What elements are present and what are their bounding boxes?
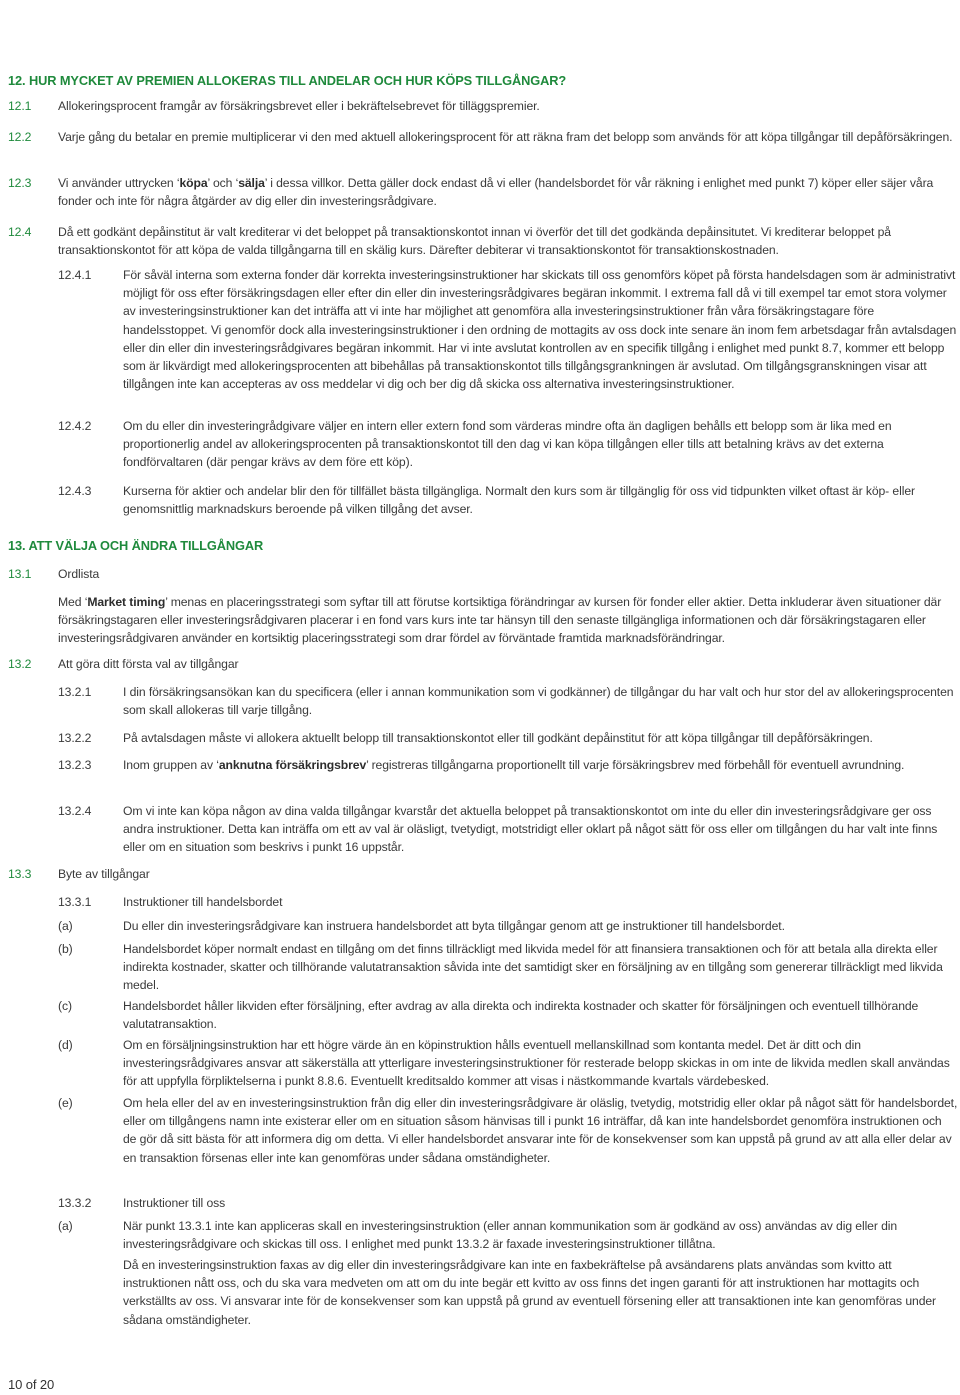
clause-text: På avtalsdagen måste vi allokera aktuellt belopp till transaktionskontot eller till godkänt depåinstitut för att köpa tillgångar till depåförsäkringen. xyxy=(123,731,873,745)
clause-number: 13.3.1 xyxy=(58,895,92,909)
item-letter: (a) xyxy=(58,1219,73,1233)
item-text: När punkt 13.3.1 inte kan appliceras skall en investeringsinstruktion (eller annan kommunikation som är godkänd av oss) användas av dig eller din investeringsrådgivare och skickas till oss. I enlighet med punkt 13.3.2 är faxade investeringsinstruktioner tillåtna. xyxy=(123,1219,898,1252)
clause-number: 13.2.1 xyxy=(58,685,92,699)
item-letter: (e) xyxy=(58,1096,73,1110)
clause-number: 12.4 xyxy=(8,225,32,239)
clause-number: 13.2 xyxy=(8,657,32,671)
item-text: Handelsbordet håller likviden efter försäljning, efter avdrag av alla direkta och indirekta kostnader och skatter för försäljningen och eventuell tillhörande valutatransaktion. xyxy=(123,999,919,1032)
item-text: Handelsbordet köper normalt endast en tillgång om det finns tillräckligt med likvida medel för att finansiera transaktionen och för att betala alla direkta eller indirekta kostnader, skatter och tillhörande valutatransaktion såvida inte det samtidigt sker en försäljning av en tillgång som genererar tillräckligt med likvida medel. xyxy=(123,942,943,993)
text-part: ’ menas en placeringsstrategi som syftar till att förutse kortsiktiga förändringar av kursen för fonder eller aktier. Detta inkluderar även situationer där försäkringstagaren eller investeringsrådgivaren placerar i en fond vars kurs inte tar hänsyn till den senaste tillgängliga informationen och där försäkringstagaren eller investeringsrådgivaren använder en kortsiktig placeringsstrategi som drar fördel av förväntade framtida marknadsförändringar. xyxy=(58,595,942,646)
clause-text: Allokeringsprocent framgår av försäkringsbrevet eller i bekräftelsebrevet för tilläggspremier. xyxy=(58,99,540,113)
text-part: ’ registreras tillgångarna proportionellt till varje försäkringsbrev med förbehåll för eventuell avrundning. xyxy=(366,758,905,772)
clause-number: 12.2 xyxy=(8,130,32,144)
clause-title: Att göra ditt första val av tillgångar xyxy=(58,657,239,671)
term-anknutna-forsakringsbrev: anknutna försäkringsbrev xyxy=(218,758,367,772)
item-text: Om hela eller del av en investeringsinstruktion från dig eller din investeringsrådgivare är oläslig, tvetydig, motstridig eller oklar på något sätt för handelsbordet, eller om tillgångens namn inte existerar eller om en situation såsom hänvisas till i punkt 16 inträffar, då kan inte handelsbordet genomföra instruktionen och de gör då sitt bästa för att informera dig om detta. Vi eller handelsbordet ansvarar inte för de konsekvenser som kan uppstå på grund av att alla eller delar av en transaktion försenas eller inte kan genomföras under sådana omständigheter. xyxy=(123,1096,958,1165)
clause-title: Byte av tillgångar xyxy=(58,867,150,881)
clause-number: 12.4.3 xyxy=(58,484,92,498)
clause-number: 13.3.2 xyxy=(58,1196,92,1210)
clause-text: För såväl interna som externa fonder där korrekta investeringsinstruktioner har skickats till oss genomförs köpet på första handelsdagen som är administrativt möjligt för oss efter försäkringsdagen eller efter din eller din investeringsrådgivares begäran inkommit. I extrema fall då vi till exempel tar emot stora volymer av investeringsinstruktioner kan det inträffa att vi inte har möjlighet att genomföra alla investeringsinstruktioner från våra försäkringstagare före handelsstoppet. Vi genomför dock alla investeringsinstruktioner i den ordning de mottagits av oss dock inte senare än inom fem arbetsdagar från avtalsdagen eller din eller din investeringsrådgivares begäran inkommit. Har vi inte avslutat kontrollen av en specifik tillgång i enlighet med punkt 8.7, kommer ett belopp som är likvärdigt med allokeringsprocenten att bibehållas på transaktionskontot tills tillgångsgrankningen är avslutad. Om tillgångsgranskningen visar att tillgången inte kan accepteras av oss meddelar vi dig och ber dig då skicka oss alternativa investeringsinstruktioner. xyxy=(123,268,957,392)
item-text: Du eller din investeringsrådgivare kan instruera handelsbordet att byta tillgångar genom att ge instruktioner till handelsbordet. xyxy=(123,919,785,933)
term-salja: sälja xyxy=(238,176,265,190)
clause-text: Om du eller din investeringrådgivare väljer en intern eller extern fond som värderas mindre ofta än dagligen behålls ett belopp som är lika med en proportionerlig andel av allokeringsprocenten på transaktionskontot till den dag vi kan köpa tillgången eller tills att betalning krävs av det externa fondförvaltaren (där pengar krävs av dem före ett köp). xyxy=(123,419,892,470)
section-12-heading: 12. HUR MYCKET AV PREMIEN ALLOKERAS TILL ANDELAR OCH HUR KÖPS TILLGÅNGAR? xyxy=(8,73,567,88)
item-text: Då en investeringsinstruktion faxas av dig eller din investeringsrådgivare kan inte en faxbekräftelse på avsändarens plats användas som kvitto att instruktionen nått oss, och du ska vara medveten om att om du inte begär ett kvitto av oss finns det ingen garanti för att instruktionen har mottagits och verkställts av oss. Vi ansvarar inte för de konsekvenser som kan uppstå på grund av eventuell försening eller att transaktionen inte kan genomföras under sådana omständigheter. xyxy=(123,1258,937,1327)
clause-number: 12.3 xyxy=(8,176,32,190)
clause-number: 13.3 xyxy=(8,867,32,881)
clause-text: Varje gång du betalar en premie multiplicerar vi den med aktuell allokeringsprocent för att räkna fram det belopp som används för att köpa tillgångar till depåförsäkringen. xyxy=(58,130,953,144)
item-letter: (a) xyxy=(58,919,73,933)
text-part: Inom gruppen av ‘ xyxy=(123,758,219,772)
clause-text xyxy=(58,174,958,210)
clause-number: 12.1 xyxy=(8,99,32,113)
definition-text xyxy=(58,593,958,648)
clause-number: 13.1 xyxy=(8,567,32,581)
clause-title: Instruktioner till handelsbordet xyxy=(123,895,283,909)
term-market-timing: Market timing xyxy=(87,595,166,609)
clause-text: Kurserna för aktier och andelar blir den för tillfället bästa tillgängliga. Normalt den kurs som är tillgänglig för oss vid tidpunkten vilket oftast är köp- eller genomsnittlig marknadskurs beroende på vilken tillgång det avser. xyxy=(123,484,915,517)
page-number: 10 of 20 xyxy=(8,1377,55,1392)
clause-text: I din försäkringsansökan kan du specificera (eller i annan kommunikation som vi godkänner) de tillgångar du har valt och hur stor del av allokeringsprocenten som skall allokeras till varje tillgång. xyxy=(123,685,954,718)
text-part: ’ och ‘ xyxy=(207,176,239,190)
clause-number: 13.2.3 xyxy=(58,758,92,772)
item-letter: (d) xyxy=(58,1038,73,1052)
clause-number: 13.2.2 xyxy=(58,731,92,745)
item-letter: (c) xyxy=(58,999,72,1013)
text-part: ’ i dessa villkor. Detta gäller dock endast då vi eller (handelsbordet för vår räkning i enlighet med punkt 7) köper eller säjer våra fonder och inte för några åtgärder av dig eller din investeringsrådgivare. xyxy=(58,176,934,209)
item-letter: (b) xyxy=(58,942,73,956)
item-text: Om en försäljningsinstruktion har ett högre värde än en köpinstruktion hålls eventuell mellanskillnad som kontanta medel. Det är ditt och din investeringsrådgivares ansvar att säkerställa att ytterligare investeringsinstruktioner för resterade belopp skickas in om inte de likvida medlen skall användas för att uppfylla förpliktelserna i punkt 8.8.6. Eventuellt kreditsaldo kommer att visas i nästkommande kvartals värdebesked. xyxy=(123,1038,950,1089)
clause-number: 12.4.1 xyxy=(58,268,92,282)
text-part: Med ‘ xyxy=(58,595,88,609)
text-part: Vi använder uttrycken ‘ xyxy=(58,176,180,190)
clause-number: 13.2.4 xyxy=(58,804,92,818)
clause-title: Ordlista xyxy=(58,567,100,581)
section-13-heading: 13. ATT VÄLJA OCH ÄNDRA TILLGÅNGAR xyxy=(8,538,264,553)
clause-text xyxy=(123,756,958,774)
term-kopa: köpa xyxy=(179,176,208,190)
clause-text: Om vi inte kan köpa någon av dina valda tillgångar kvarstår det aktuella beloppet på transaktionskontot om inte du eller din investeringsrådgivare ger oss andra instruktioner. Detta kan inträffa om ett av val är oläsligt, tvetydigt, motstridigt eller oklart på något sätt för oss eller om tillgången du har valt inte finns eller om en situation som beskrivs i punkt 16 uppstår. xyxy=(123,804,938,855)
clause-text: Då ett godkänt depåinstitut är valt krediterar vi det beloppet på transaktionskontot innan vi överför det till det godkända depåinsitutet. Vi krediterar beloppet på transaktionskontot för att köpa de valda tillgångarna till en skälig kurs. Därefter debiterar vi transaktionskontot för transaktionskostnaden. xyxy=(58,225,891,258)
clause-number: 12.4.2 xyxy=(58,419,92,433)
clause-title: Instruktioner till oss xyxy=(123,1196,226,1210)
